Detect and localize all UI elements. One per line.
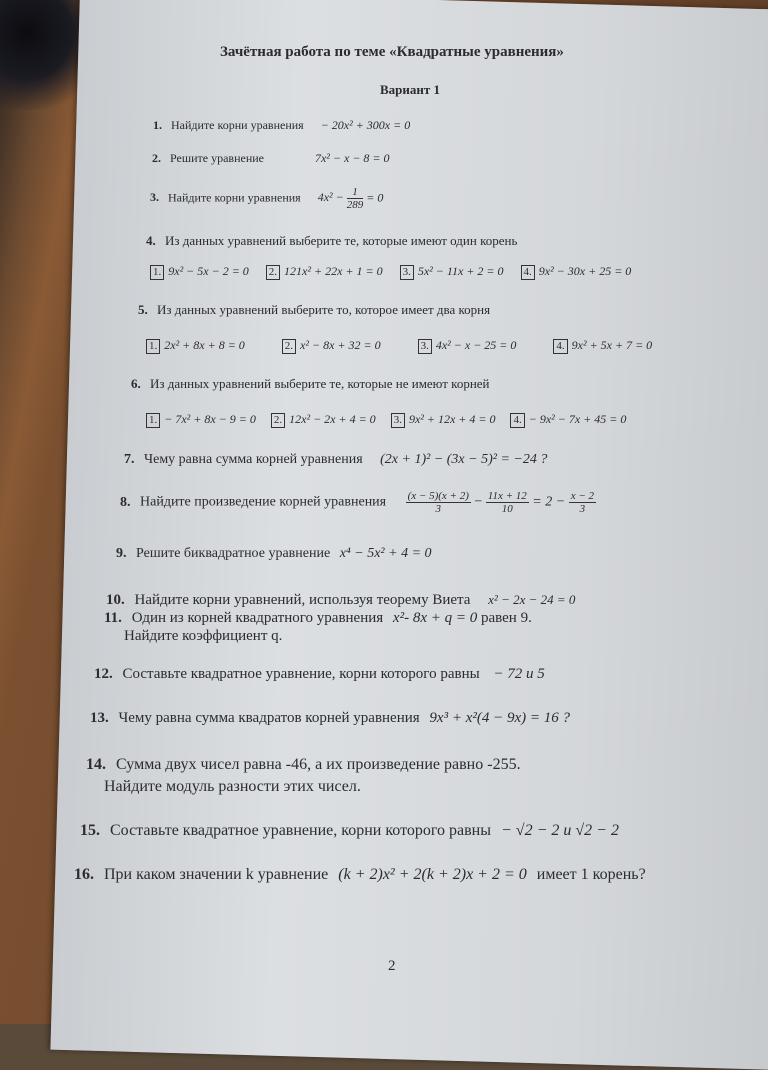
task-number: 3. [150,190,159,205]
option [418,338,517,354]
options-task-4 [150,264,645,280]
task-equation: 9x³ + x²(4 − 9x) = 16 ? [429,710,570,726]
task-15 [80,822,619,840]
task-tail: имеет 1 корень? [536,866,646,883]
fraction-3 [569,490,596,515]
task-number: 13. [90,710,109,726]
option [266,264,383,280]
fraction [347,186,364,211]
task-tail: равен 9. [480,610,532,626]
task-number: 8. [120,494,131,510]
task-equation: − 20x² + 300x = 0 [320,118,411,132]
option-number: 3. [391,413,405,428]
option-equation: 121x² + 22x + 1 = 0 [284,264,383,278]
task-text: Из данных уравнений выберите то, которое имеет два корня [157,302,491,317]
task-3 [150,186,383,211]
task-equation: x⁴ − 5x² + 4 = 0 [339,546,432,561]
task-14 [86,756,521,774]
task-text: Найдите корни уравнения [168,190,301,205]
task-number: 6. [131,376,141,391]
task-number: 2. [152,151,161,165]
option [271,412,376,428]
task-equation: − √2 − 2 и √2 − 2 [501,822,619,839]
page-title: Зачётная работа по теме «Квадратные уравнения» [220,44,564,60]
option [400,264,504,280]
fraction-numerator: (x − 5)(x + 2) [407,490,469,502]
task-1 [153,118,410,133]
option [146,412,256,428]
task-text: Сумма двух чисел равна -46, а их произведение равно -255. [116,756,521,773]
task-number: 10. [106,592,125,608]
equals-part: = 2 − [532,494,566,510]
options-task-5 [146,338,666,354]
option-number: 2. [282,339,296,354]
option-number: 1. [150,265,164,280]
option-equation: 5x² − 11x + 2 = 0 [417,264,504,278]
fraction-numerator: 11x + 12 [487,490,527,502]
option-equation: 12x² − 2x + 4 = 0 [289,412,376,426]
task-11 [104,610,532,627]
task-equation-left: 4x² − [317,190,344,205]
option-number: 1. [146,413,160,428]
fraction-denominator: 3 [579,503,586,515]
option-equation: − 9x² − 7x + 45 = 0 [528,412,627,426]
option-number: 4. [521,265,535,280]
task-number: 11. [104,610,122,626]
option [521,264,632,280]
task-number: 16. [74,866,94,883]
task-12 [94,666,545,683]
option-equation: 4x² − x − 25 = 0 [435,338,517,352]
task-number: 5. [138,302,148,317]
task-number: 15. [80,822,100,839]
task-10 [106,592,575,609]
task-equation: − 72 и 5 [493,666,545,682]
option-equation: 9x² + 12x + 4 = 0 [408,412,496,426]
option-equation: 9x² − 5x − 2 = 0 [168,264,249,278]
task-text: Решите уравнение [170,151,264,165]
option-number: 2. [266,265,280,280]
task-5 [138,302,490,318]
task-8 [120,490,596,515]
task-text: Чему равна сумма квадратов корней уравнения [118,710,420,726]
task-number: 14. [86,756,106,773]
task-number: 9. [116,546,127,561]
option [553,338,652,354]
task-9 [116,546,432,562]
option-number: 4. [553,339,567,354]
option-number: 4. [510,413,524,428]
task-equation-right: = 0 [366,190,384,205]
variant-label: Вариант 1 [380,82,441,97]
task-text: Из данных уравнений выберите те, которые имеют один корень [165,233,518,248]
option-equation: 9x² + 5x + 7 = 0 [571,338,653,352]
task-7 [124,452,547,468]
option-number: 3. [400,265,414,280]
fraction-numerator: 1 [347,186,364,199]
option [150,264,249,280]
task-text: Из данных уравнений выберите те, которые не имеют корней [150,376,490,391]
options-task-6 [146,412,640,428]
task-text: Чему равна сумма корней уравнения [144,452,363,467]
option [391,412,496,428]
task-text: Решите биквадратное уравнение [136,546,331,561]
task-number: 4. [146,233,156,248]
task-text: Найдите корни уравнений, используя теорему Виета [134,592,471,608]
task-number: 12. [94,666,113,682]
fraction-denominator: 3 [435,503,441,515]
operator-minus: − [474,494,483,510]
task-text: Составьте квадратное уравнение, корни которого равны [110,822,491,839]
fraction-2 [486,490,529,515]
fraction-denominator: 289 [346,199,364,211]
task-text: Один из корней квадратного уравнения [131,610,384,626]
task-2 [152,151,390,166]
task-text: При каком значении k уравнение [104,866,329,883]
task-equation: (2x + 1)² − (3x − 5)² = −24 ? [380,452,548,467]
option-equation: − 7x² + 8x − 9 = 0 [164,412,256,426]
task-4 [146,233,517,249]
option [146,338,245,354]
task-text: Найдите корни уравнения [171,118,304,132]
task-equation: 7x² − x − 8 = 0 [314,151,390,165]
fraction-1 [406,490,471,515]
task-6 [131,376,490,392]
option-number: 1. [146,339,160,354]
option [510,412,626,428]
option-number: 3. [418,339,432,354]
option-equation: 9x² − 30x + 25 = 0 [538,264,632,278]
task-text: Найдите произведение корней уравнения [140,494,387,510]
task-16 [74,866,646,884]
option-equation: 2x² + 8x + 8 = 0 [164,338,245,352]
task-equation: (k + 2)x² + 2(k + 2)x + 2 = 0 [338,866,527,883]
task-number: 1. [153,118,162,132]
fraction-numerator: x − 2 [570,490,595,502]
task-13 [90,710,570,727]
task-14-line2: Найдите модуль разности этих чисел. [104,778,361,795]
page-number: 2 [388,958,396,974]
task-equation: x²- 8x + q = 0 [392,610,478,626]
task-text: Составьте квадратное уравнение, корни которого равны [122,666,480,682]
fraction-denominator: 10 [501,503,513,515]
task-11-line2: Найдите коэффициент q. [124,628,283,644]
option-number: 2. [271,413,285,428]
task-number: 7. [124,452,135,467]
option-equation: x² − 8x + 32 = 0 [300,338,381,352]
option [282,338,381,354]
task-equation: x² − 2x − 24 = 0 [488,592,576,607]
